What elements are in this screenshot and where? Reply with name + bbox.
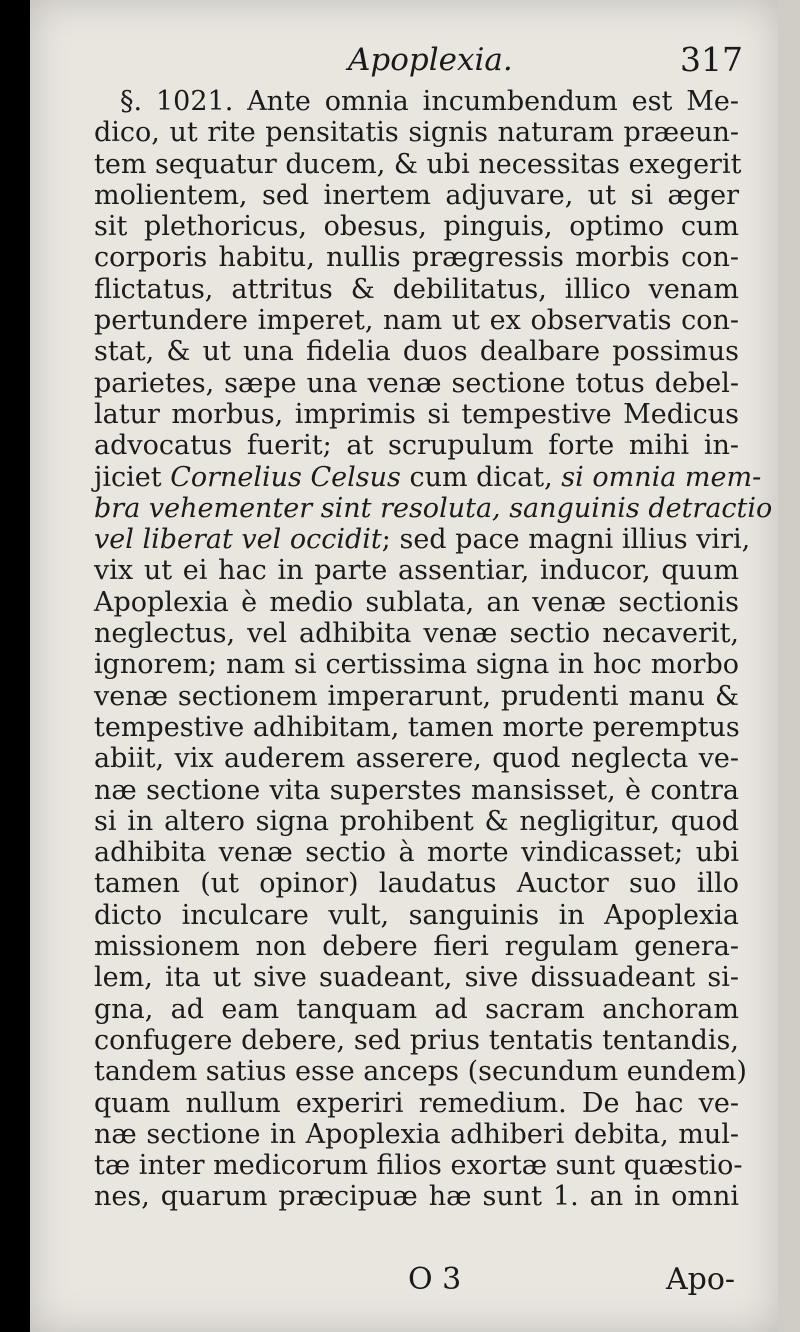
text-line: pertundere imperet, nam ut ex observatis con- <box>94 305 739 337</box>
text-line-italic: bra vehementer sint resoluta, sanguinis detractio <box>94 492 773 524</box>
text-line: tandem satius esse anceps (secundum eundem) <box>94 1056 747 1088</box>
text-line: vix ut ei hac in parte assentiar, inducor, quum <box>94 555 739 587</box>
text-line: tæ inter medicorum filios exortæ sunt quæstio- <box>94 1150 743 1182</box>
running-head: Apoplexia. <box>348 42 513 78</box>
text-line: næ sectione in Apoplexia adhiberi debita, mul- <box>94 1118 739 1150</box>
text-line: molientem, sed inertem adjuvare, ut si æger <box>94 179 739 211</box>
text-line: lem, ita ut sive suadeant, sive dissuadeant si- <box>94 962 739 994</box>
text-line: advocatus fuerit; at scrupulum forte mihi in- <box>94 430 739 462</box>
text-line: ignorem; nam si certissima signa in hoc morbo <box>94 649 739 681</box>
text-line: tempestive adhibitam, tamen morte peremptus <box>94 711 740 743</box>
book-page <box>30 0 778 1332</box>
text-line: missionem non debere fieri regulam genera- <box>94 931 739 963</box>
text-line: adhibita venæ sectio à morte vindicasset; ubi <box>94 837 739 869</box>
text-line: quam nullum experiri remedium. De hac ve- <box>94 1087 739 1119</box>
text-line: næ sectione vita superstes mansisset, è contra <box>94 774 739 806</box>
text-line: Apoplexia è medio sublata, an venæ sectionis <box>94 586 739 618</box>
text-line: tem sequatur ducem, & ubi necessitas exegerit <box>94 148 742 180</box>
text-block <box>94 86 773 1213</box>
text-line-with-italics: vel liberat vel occidit; sed pace magni illius viri, <box>94 524 751 556</box>
text-line: tamen (ut opinor) laudatus Auctor suo illo <box>94 868 739 900</box>
page-number: 317 <box>680 40 743 79</box>
page-header <box>30 40 778 90</box>
catchword: Apo- <box>666 1262 736 1297</box>
text-line: flictatus, attritus & debilitatus, illico venam <box>94 273 739 305</box>
text-line: parietes, sæpe una venæ sectione totus debel- <box>94 367 739 399</box>
text-line: neglectus, vel adhibita venæ sectio necaverit, <box>94 618 739 650</box>
text-line: confugere debere, sed prius tentatis tentandis, <box>94 1024 739 1056</box>
text-line: nes, quarum præcipuæ hæ sunt 1. an in omni <box>94 1181 739 1213</box>
italic-phrase: vel liberat vel occidit <box>94 524 382 556</box>
next-page-edge <box>778 0 800 1332</box>
text-line: venæ sectionem imperarunt, prudenti manu & <box>94 680 739 712</box>
text-line: si in altero signa prohibent & negligitur, quod <box>94 805 739 837</box>
italic-phrase: Cornelius Celsus <box>170 461 401 493</box>
signature-mark: O 3 <box>408 1262 462 1297</box>
text-line: abiit, vix auderem asserere, quod neglecta ve- <box>94 743 739 775</box>
text-line: dicto inculcare vult, sanguinis in Apoplexia <box>94 899 739 931</box>
text-line: §. 1021. Ante omnia incumbendum est Me- <box>120 86 739 117</box>
italic-phrase: si omnia mem- <box>561 461 762 493</box>
text-line: latur morbus, imprimis si tempestive Medicus <box>94 398 739 430</box>
text-line: corporis habitu, nullis prægressis morbis con- <box>94 242 739 274</box>
text-line: sit plethoricus, obesus, pinguis, optimo cum <box>94 211 739 243</box>
text-line: gna, ad eam tanquam ad sacram anchoram <box>94 993 739 1025</box>
text-line-with-italics: jiciet Cornelius Celsus cum dicat, si omnia mem- <box>94 461 762 493</box>
text-line: stat, & ut una fidelia duos dealbare possimus <box>94 336 739 368</box>
text-line: dico, ut rite pensitatis signis naturam præeun- <box>94 117 739 149</box>
page-footer <box>30 1262 778 1302</box>
